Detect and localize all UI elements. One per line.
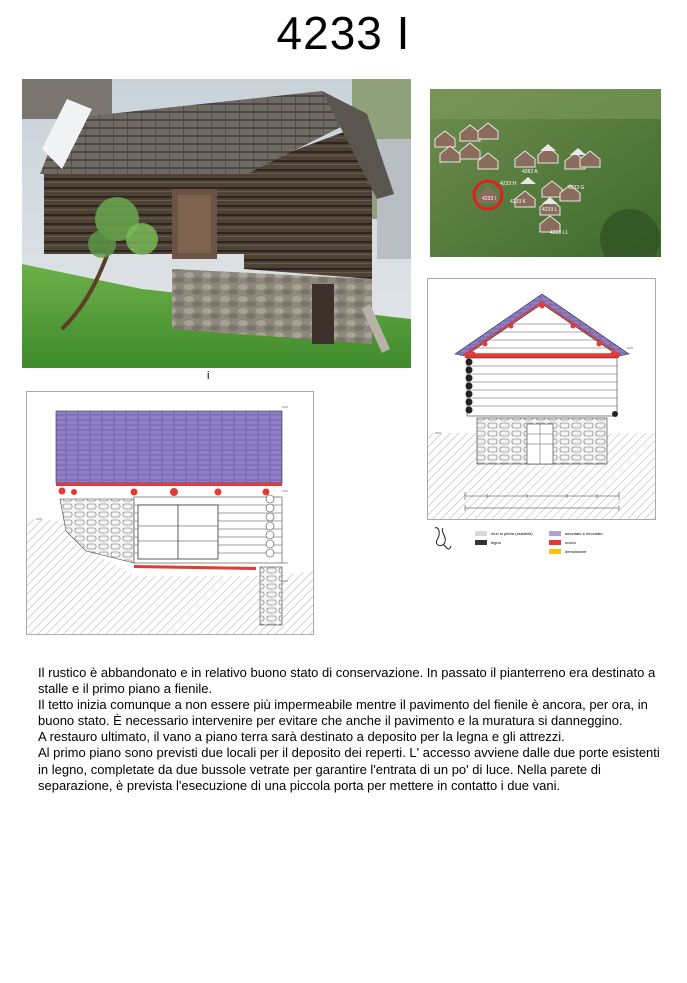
legend-label: demolizione [565, 549, 587, 554]
signature-icon [431, 524, 453, 556]
legend-swatch [549, 549, 561, 554]
legend-swatch [549, 531, 561, 536]
building-photo [22, 79, 411, 368]
aerial-label: 4282 A [522, 169, 538, 175]
aerial-label: 4233 K [510, 199, 526, 205]
description-paragraph: A restauro ultimato, il vano a piano terra sarà destinato a deposito per la legna e gli attrezzi. [38, 729, 565, 745]
legend-label: smontato e rimontato [565, 531, 603, 536]
aerial-label: 4233 G [568, 185, 585, 191]
aerial-label: 4233 H [500, 181, 517, 187]
description [38, 665, 668, 794]
description-paragraph: Il tetto inizia comunque a non essere più impermeabile mentre il pavimento del fienile è ancora, per ora, in buono stato. È necessario intervenire per evitare che anche il pavimento e la muratura si danneggino. [38, 697, 648, 729]
page-title: 4233 I [276, 7, 411, 59]
front-elevation-drawing [427, 278, 656, 520]
legend-swatch [475, 540, 487, 545]
description-paragraph: Il rustico è abbandonato e in relativo buono stato di conservazione. In passato il pianterreno era destinato a stalle e il primo piano a fienile. [38, 665, 656, 697]
aerial-label: 4233 I [482, 196, 496, 202]
aerial-photo [430, 89, 661, 257]
aerial-label: 4233 L1 [550, 230, 569, 236]
legend-swatch [475, 531, 487, 536]
side-elevation-drawing [26, 391, 314, 635]
drawing-legend [427, 522, 656, 560]
legend-swatch [549, 540, 561, 545]
aerial-label: 4233 L [542, 207, 558, 213]
legend-label: legno [491, 540, 501, 545]
description-paragraph: Al primo piano sono previsti due locali per il deposito dei reperti. L' accesso avviene dalle due porte esistenti in legno, completate da due bussole vetrate per garantire l'entrata di un po' di luce. Nella parete di separazione, è prevista l'esecuzione di una piccola porta per mettere in contatto i due vani. [38, 745, 660, 793]
legend-label: muri in pietra (esistenti) [491, 531, 533, 536]
photo-caption: i [207, 370, 210, 382]
legend-label: nuovo [565, 540, 576, 545]
